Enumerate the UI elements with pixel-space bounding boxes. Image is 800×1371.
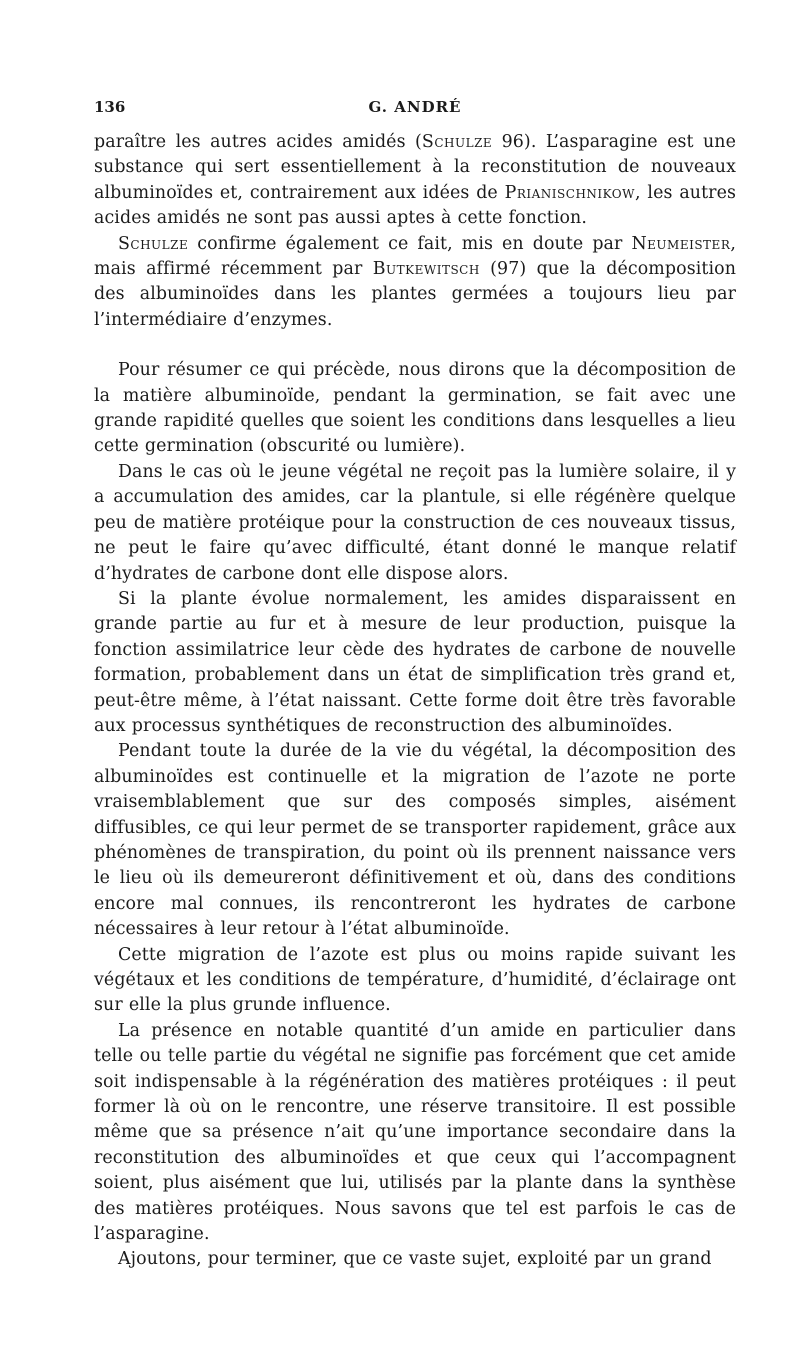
paragraph [94,739,736,942]
author-name: Butkewitsch [372,259,480,280]
paragraph [94,130,736,232]
text-segment: Cette migration de l’azote est plus ou moins rapide suivant les végétaux et les conditions de température, d’humidité, d’éclairage ont sur elle la plus grunde influence. [94,944,736,1016]
body-text [94,130,736,1273]
paragraph [94,943,736,1019]
author-name: Schulze [421,132,493,152]
paragraph [94,460,736,587]
text-segment: , mais affirmé récemment par [94,233,736,280]
book-page [94,98,736,1273]
page-number: 136 [94,98,126,116]
page-header [94,98,736,122]
paragraph [94,358,736,460]
author-name: Schulze [118,233,189,254]
text-segment: Pendant toute la durée de la vie du végétal, la décomposition des albuminoïdes est continuelle et la migration de l’azote ne porte vraisemblablement que sur des composés simples, aisément diffusibles, ce qui leur permet de se transporter rapidement, grâce aux phénomènes de transpiration, du point où ils prennent naissance vers le lieu où ils demeureront définitivement et où, dans des conditions encore mal connues, ils rencontreront les hydrates de carbone nécessaires à leur retour à l’état albuminoïde. [94,741,736,940]
text-segment: paraître les autres acides amidés ( [94,132,422,152]
paragraph [94,1019,736,1248]
paragraph [94,1247,736,1272]
running-title: G. ANDRÉ [368,98,462,116]
text-segment: confirme également ce fait, mis en doute par [188,233,632,254]
text-segment: Si la plante évolue normalement, les amides disparaissent en grande partie au fur et à mesure de leur production, puisque la fonction assimilatrice leur cède des hydrates de carbone de nouvelle formation, probablement dans un état de simplification très grand et, peut-être même, à l’état naissant. Cette forme doit être très favorable aux processus synthétiques de reconstruction des albuminoïdes. [94,588,736,736]
text-segment: Ajoutons, pour terminer, que ce vaste sujet, exploité par un grand [118,1249,712,1270]
text-segment: , les autres acides amidés ne sont pas aussi aptes à cette fonction. [94,182,737,229]
text-segment: (97) que la décomposition des albuminoïdes dans les plantes germées a toujours lieu par l’intermédiaire d’enzymes. [94,259,737,330]
text-segment: 96). L’asparagine est une substance qui sert essentiellement à la reconstitution de nouveaux albuminoïdes et, contrairement aux idées de [94,132,736,203]
text-segment: Pour résumer ce qui précède, nous dirons que la décomposition de la matière albuminoïde, pendant la germination, se fait avec une grande rapidité quelles que soient les conditions dans lesquelles a lieu cette germination (obscurité ou lumière). [94,360,736,457]
text-segment: La présence en notable quantité d’un amide en particulier dans telle ou telle partie du végétal ne signifie pas forcément que cet amide soit indispensable à la régénération des matières protéiques : il peut former là où on le rencontre, une réserve transitoire. Il est possible même que sa présence n’ait qu’une importance secondaire dans la reconstitution des albuminoïdes et que ceux qui l’accompagnent soient, plus aisément que lui, utilisés par la plante dans la synthèse des matières protéiques. Nous savons que tel est parfois le cas de l’asparagine. [94,1020,736,1245]
author-name: Prianischnikow [504,182,635,203]
paragraph [94,587,736,739]
paragraph [94,232,736,334]
author-name: Neumeister [631,233,731,254]
text-segment: Dans le cas où le jeune végétal ne reçoit pas la lumière solaire, il y a accumulation des amides, car la plantule, si elle régénère quelque peu de matière protéique pour la construction de ces nouveaux tissus, ne peut le faire qu’avec difficulté, étant donné le manque relatif d’hydrates de carbone dont elle dispose alors. [94,461,736,584]
